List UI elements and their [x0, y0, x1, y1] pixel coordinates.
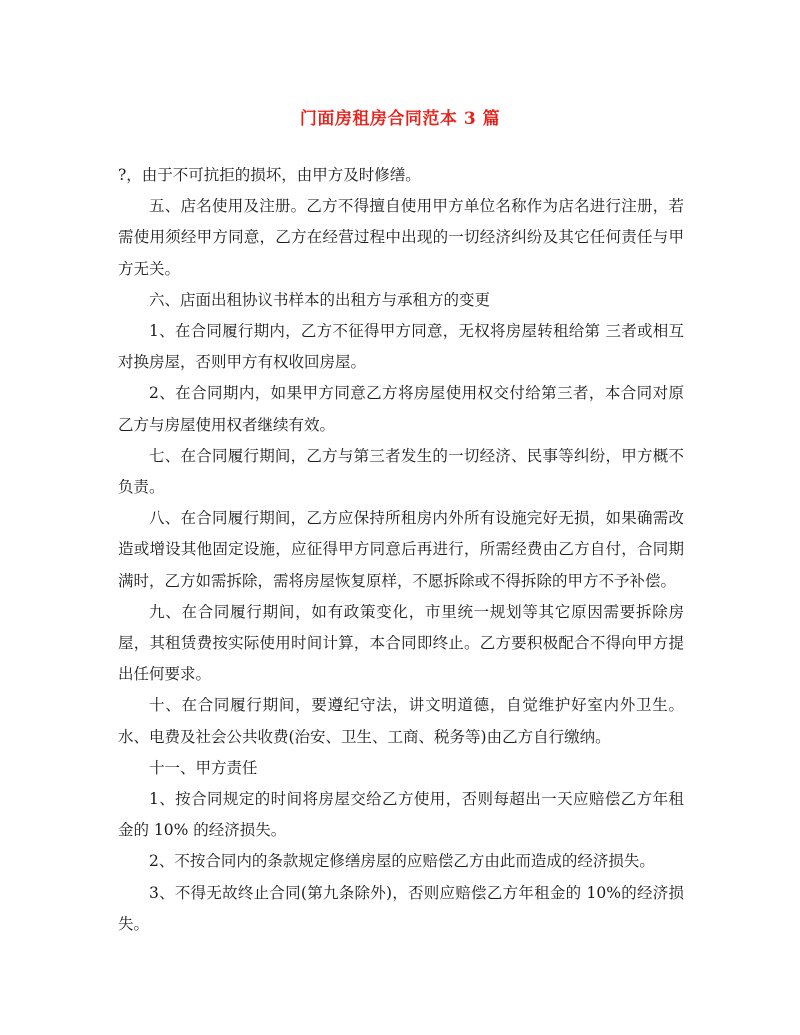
paragraph: 六、店面出租协议书样本的出租方与承租方的变更: [149, 290, 491, 309]
paragraph: 五、店名使用及注册。乙方不得擅自使用甲方单位名称作为店名进行注册，若需使用须经甲方同意，乙方在经营过程中出现的一切经济纠纷及其它任何责任与甲方无关。: [118, 197, 684, 278]
paragraph: ?，由于不可抗拒的损坏，由甲方及时修缮。: [118, 166, 421, 184]
paragraph: 2、不按合同内的条款规定修缮房屋的应赔偿乙方由此而造成的经济损失。: [149, 852, 655, 871]
paragraph: 2、在合同期内，如果甲方同意乙方将房屋使用权交付给第三者，本合同对原乙方与房屋使用权者继续有效。: [118, 384, 684, 434]
paragraph: 1、在合同履行期内，乙方不征得甲方同意，无权将房屋转租给第 三者或相互对换房屋，否则甲方有权收回房屋。: [118, 322, 684, 372]
document-title: 门面房租房合同范本 3 篇: [299, 109, 501, 129]
paragraph: 九、在合同履行期间，如有政策变化，市里统一规划等其它原因需要拆除房屋，其租赁费按实际使用时间计算，本合同即终止。乙方要积极配合不得向甲方提出任何要求。: [118, 602, 684, 684]
paragraph: 七、在合同履行期间，乙方与第三者发生的一切经济、民事等纠纷，甲方概不负责。: [118, 446, 684, 497]
paragraph: 十一、甲方责任: [149, 758, 258, 777]
paragraph: 八、在合同履行期间，乙方应保持所租房内外所有设施完好无损，如果确需改造或增设其他固定设施，应征得甲方同意后再进行，所需经费由乙方自付，合同期满时，乙方如需拆除，需将房屋恢复原样，不愿拆除或不得拆除的甲方不予补偿。: [118, 509, 684, 590]
document-body: [118, 160, 684, 940]
paragraph: 1、按合同规定的时间将房屋交给乙方使用，否则每超出一天应赔偿乙方年租金的 10% 的经济损失。: [118, 790, 684, 840]
paragraph: 3、不得无故终止合同(第九条除外)，否则应赔偿乙方年租金的 10%的经济损失。: [118, 883, 684, 933]
paragraph: 十、在合同履行期间，要遵纪守法，讲文明道德，自觉维护好室内外卫生。水、电费及社会公共收费(治安、卫生、工商、税务等)由乙方自行缴纳。: [118, 696, 684, 746]
